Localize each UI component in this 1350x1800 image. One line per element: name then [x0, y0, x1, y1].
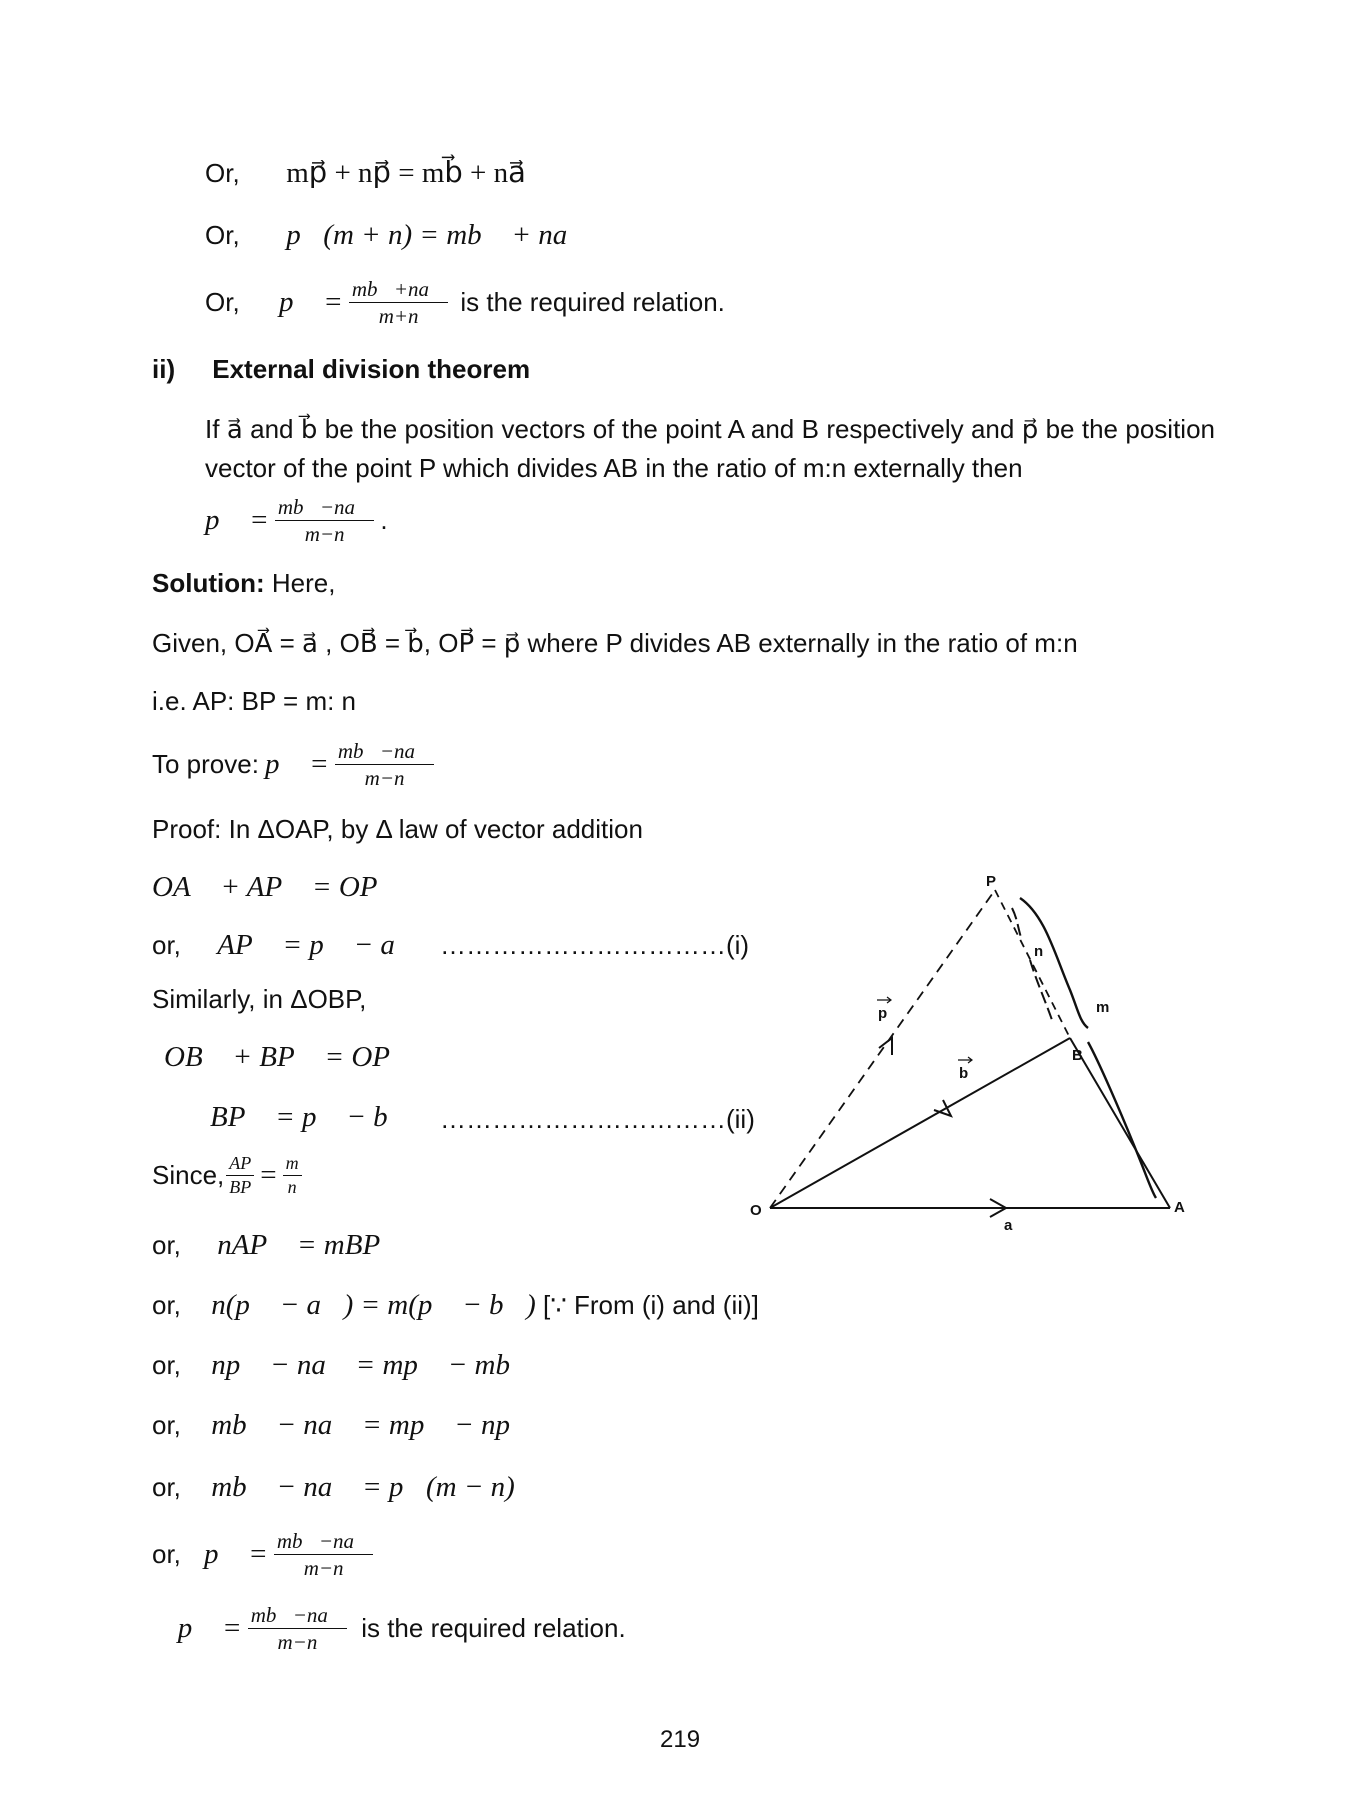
- equation-2: AP⃗ = p⃗ − a⃗: [217, 929, 418, 961]
- fraction: [349, 278, 449, 327]
- proof-intro: Proof: In ΔOAP, by Δ law of vector addition: [152, 814, 643, 844]
- numerator: mb⃗−na⃗: [335, 740, 435, 765]
- denominator: m−n: [303, 1556, 344, 1581]
- equation-3: OB⃗ + BP⃗ = OP⃗: [164, 1041, 413, 1073]
- section-number: ii): [152, 354, 176, 384]
- or-label: or,: [152, 1230, 181, 1260]
- section-heading: [152, 354, 530, 385]
- segment-ab: [1070, 1038, 1170, 1208]
- formula-lhs: p⃗ =: [205, 504, 269, 537]
- to-prove-lhs: p⃗ =: [264, 748, 329, 781]
- or-label: or,: [152, 1472, 181, 1502]
- denominator: m−n: [304, 522, 345, 547]
- vector-a-label: a: [1004, 1217, 1013, 1234]
- equation-6: n(p⃗ − a⃗) = m(p⃗ − b⃗): [211, 1289, 536, 1321]
- final-lhs: ∴ p⃗ =: [148, 1612, 242, 1645]
- ratio-m-label: m: [1096, 999, 1110, 1016]
- segment-ob: [770, 1038, 1070, 1208]
- fraction: [275, 496, 375, 545]
- denominator: m−n: [277, 1630, 318, 1655]
- solution-heading: [152, 568, 335, 599]
- fraction: [283, 1154, 302, 1197]
- since-line: [152, 1154, 308, 1197]
- page-number: 219: [660, 1726, 701, 1753]
- solution-here: Here,: [271, 568, 336, 598]
- segment-op: [770, 890, 995, 1208]
- equation-7-row: [152, 1348, 533, 1383]
- given-line: Given, OA⃗ = a⃗ , OB⃗ = b⃗, OP⃗ = p⃗ where P divides AB externally in the ratio of m:n: [152, 628, 1078, 658]
- equation-10-lhs: p⃗ =: [204, 1538, 268, 1571]
- or-label: or,: [152, 1538, 181, 1569]
- section-title: External division theorem: [212, 354, 531, 384]
- theorem-statement: If a⃗ and b⃗ be the position vectors of the point A and B respectively and p⃗ be the position vector of the point P which divides AB in the ratio of m:n externally then: [205, 414, 1215, 483]
- top-line-2: [205, 218, 590, 253]
- numerator: mb⃗−na⃗: [274, 1530, 374, 1555]
- since-label: Since,: [152, 1159, 225, 1190]
- final-text: is the required relation.: [361, 1612, 626, 1643]
- equation: mp⃗ + np⃗ = mb⃗ + na⃗: [286, 157, 526, 189]
- denominator: m−n: [364, 766, 405, 791]
- point-b-label: B: [1072, 1047, 1083, 1064]
- or-label: or,: [152, 930, 181, 960]
- or-label: Or,: [205, 158, 240, 188]
- formula-period: .: [380, 504, 388, 535]
- equation-9-row: [152, 1470, 515, 1505]
- equation-10-row: [152, 1530, 379, 1579]
- denominator: m+n: [378, 304, 419, 329]
- denominator: n: [287, 1176, 297, 1197]
- denominator: BP: [229, 1176, 252, 1197]
- equation-4: BP⃗ = p⃗ − b⃗: [210, 1101, 411, 1133]
- equation-6-row: [152, 1288, 536, 1323]
- point-a-label: A: [1174, 1199, 1185, 1216]
- numerator: mb⃗+na⃗: [349, 278, 449, 303]
- equation-8: mb⃗ − na⃗ = mp⃗ − np⃗: [211, 1409, 533, 1441]
- triangle-diagram: [700, 860, 1220, 1260]
- or-label: Or,: [205, 220, 240, 250]
- equation-ref-ii: ……………………………(ii): [440, 1104, 755, 1134]
- ratio-n-label: n: [1034, 943, 1044, 960]
- equals-sign: =: [260, 1158, 277, 1191]
- equation-7: np⃗ − na⃗ = mp⃗ − mb⃗: [211, 1349, 533, 1381]
- relation-text: is the required relation.: [460, 286, 725, 317]
- fraction: [335, 740, 435, 789]
- or-label: or,: [152, 1290, 181, 1320]
- vector-b-overarrow-icon: [958, 1057, 972, 1063]
- point-o-label: O: [750, 1202, 762, 1219]
- vector-p-label: p: [878, 1005, 888, 1022]
- theorem-formula: [205, 496, 388, 545]
- equation-lhs: p⃗ =: [279, 286, 343, 319]
- or-label: Or,: [205, 286, 240, 317]
- fraction: [226, 1154, 254, 1197]
- ratio-line: i.e. AP: BP = m: n: [152, 686, 357, 716]
- solution-label: Solution:: [152, 568, 265, 598]
- equation-1: OA⃗ + AP⃗ = OP⃗: [152, 871, 401, 903]
- brace-n: [1012, 908, 1052, 1020]
- equation: p⃗(m + n) = mb⃗ + na⃗: [286, 219, 590, 251]
- equation-2-row: [152, 928, 417, 963]
- equation-6-note: [∵ From (i) and (ii)]: [543, 1290, 759, 1320]
- point-p-label: P: [986, 873, 997, 890]
- final-relation: [148, 1604, 626, 1653]
- or-label: or,: [152, 1350, 181, 1380]
- numerator: mb⃗−na⃗: [275, 496, 375, 521]
- top-line-1: [205, 156, 526, 191]
- numerator: m: [283, 1154, 302, 1176]
- vector-p-overarrow-icon: [877, 997, 891, 1003]
- equation-5: nAP⃗ = mBP⃗: [217, 1229, 403, 1261]
- to-prove-line: [152, 740, 440, 789]
- fraction: [274, 1530, 374, 1579]
- top-line-3: [205, 278, 725, 327]
- vector-b-label: b: [959, 1065, 969, 1082]
- to-prove-label: To prove:: [152, 748, 259, 779]
- equation-5-row: [152, 1228, 403, 1263]
- equation-ref-i: ……………………………(i): [440, 930, 750, 960]
- numerator: mb⃗−na⃗: [248, 1604, 348, 1629]
- numerator: AP: [226, 1154, 254, 1176]
- or-label: or,: [152, 1410, 181, 1440]
- equation-8-row: [152, 1408, 533, 1443]
- equation-9: mb⃗ − na⃗ = p⃗(m − n): [211, 1471, 515, 1503]
- similarly-line: Similarly, in ΔOBP,: [152, 984, 367, 1014]
- fraction: [248, 1604, 348, 1653]
